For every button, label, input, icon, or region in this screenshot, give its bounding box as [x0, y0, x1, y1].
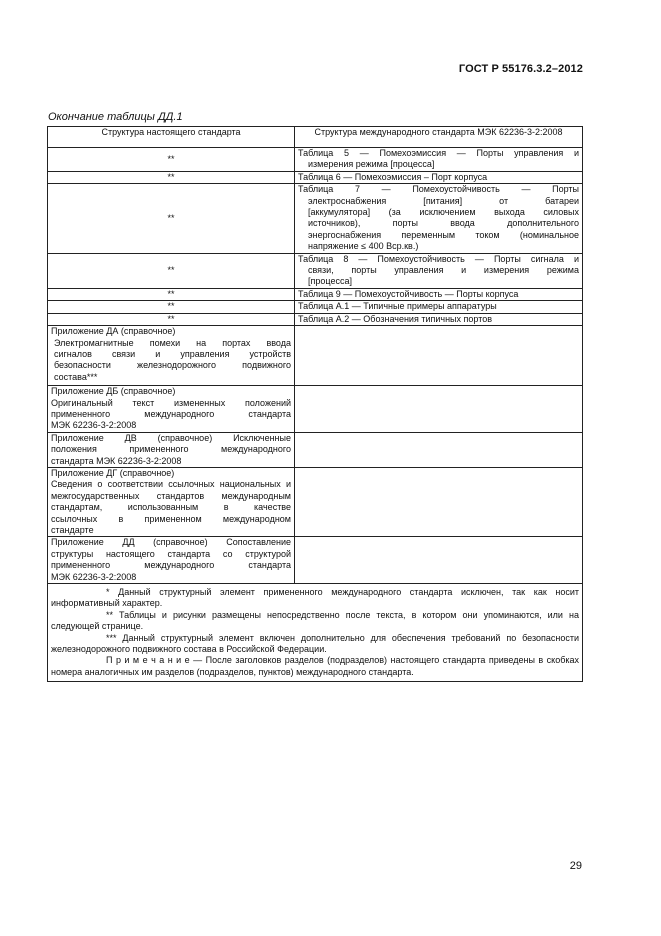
table-row [48, 253, 583, 288]
cell-line: связи, порты управления и измерения режима [308, 265, 579, 276]
cell-line: Приложение ДГ (справочное) [51, 467, 175, 478]
cell-line: Оригинальный текст измененных положений [51, 397, 291, 408]
empty-cell [295, 467, 583, 536]
row-left-cell: ** [48, 184, 295, 253]
page-number: 29 [569, 860, 582, 872]
cell-line: состава*** [54, 371, 98, 382]
cell-line: примененного международного стандарта [51, 560, 291, 571]
row-left-cell: ** [48, 253, 295, 288]
row-right-cell [295, 148, 583, 172]
table-row [48, 301, 583, 313]
row-left-cell: ** [48, 313, 295, 325]
cell-line: источников), порты ввода дополнительного [308, 218, 579, 229]
row-left-cell: ** [48, 288, 295, 300]
empty-cell [295, 386, 583, 433]
row-right-cell [295, 184, 583, 253]
cell-line: стандарта МЭК 62236-3-2:2008 [51, 455, 182, 466]
table-row [48, 148, 583, 172]
appendix-cell [48, 537, 295, 584]
cell-line: безопасности железнодорожного подвижного [54, 360, 291, 371]
table-row [48, 326, 583, 386]
table-row [48, 537, 583, 584]
cell-line: МЭК 62236-3-2:2008 [51, 420, 137, 431]
cell-line: Электромагнитные помехи на портах ввода [54, 337, 291, 348]
cell-line: напряжение ≤ 400 Вср.кв.) [308, 241, 419, 252]
cell-line: Таблица А.2 — Обозначения типичных портов [298, 313, 493, 324]
cell-line: Таблица А.1 — Типичные примеры аппаратуры [298, 301, 497, 312]
table-row [48, 386, 583, 433]
row-right-cell [295, 171, 583, 183]
cell-line: Приложение ДВ (справочное) Исключенные [51, 432, 291, 443]
row-right-cell [295, 288, 583, 300]
appendix-cell [48, 326, 295, 386]
header-cell-national: Структура настоящего стандарта [48, 127, 295, 148]
table-notes [48, 584, 583, 682]
cell-line: Приложение ДБ (справочное) [51, 386, 176, 397]
row-left-cell: ** [48, 148, 295, 172]
cell-line: МЭК 62236-3-2:2008 [51, 571, 137, 582]
cell-line: стандартам, использованным в качестве [51, 502, 291, 513]
row-right-cell [295, 253, 583, 288]
table-row [48, 171, 583, 183]
cell-line: структуры настоящего стандарта со структурой [51, 548, 291, 559]
appendix-cell [48, 386, 295, 433]
cell-line: [процесса] [308, 276, 352, 287]
cell-line: электроснабжения [питания] от батареи [308, 195, 579, 206]
cell-line: Таблица 8 — Помехоустойчивость — Порты сигнала и [298, 253, 579, 264]
comparison-table [47, 126, 583, 682]
table-header-row [48, 127, 583, 148]
note-1: * Данный структурный элемент примененного международного стандарта исключен, так как носит информативный характер. [51, 587, 579, 609]
cell-line: Приложение ДД (справочное) Сопоставление [51, 537, 291, 548]
cell-line: примененного международного стандарта [51, 408, 291, 419]
cell-line: измерения режима [процесса] [308, 159, 435, 170]
row-right-cell [295, 313, 583, 325]
table-caption: Окончание таблицы ДД.1 [48, 111, 183, 123]
cell-line: Таблица 7 — Помехоустойчивость — Порты [298, 184, 579, 195]
cell-line: положения примененного международного [51, 444, 291, 455]
row-right-cell [295, 301, 583, 313]
empty-cell [295, 537, 583, 584]
cell-line: Таблица 5 — Помехоэмиссия — Порты управления и [298, 148, 579, 158]
cell-line: Приложение ДА (справочное) [51, 326, 176, 337]
appendix-cell [48, 432, 295, 467]
note-remark: П р и м е ч а н и е — После заголовков разделов (подразделов) настоящего стандарта приведены в скобках номера аналогичных им разделов (подразделов, пунктов) международного стандарта. [51, 655, 579, 677]
note-2: ** Таблицы и рисунки размещены непосредственно после текста, в котором они упоминаются, или на следующей странице. [51, 609, 579, 632]
empty-cell [295, 432, 583, 467]
row-left-cell: ** [48, 301, 295, 313]
appendix-cell [48, 467, 295, 536]
empty-cell [295, 326, 583, 386]
cell-line: Таблица 9 — Помехоустойчивость — Порты корпуса [298, 288, 519, 299]
cell-line: Таблица 6 — Помехоэмиссия – Порт корпуса [298, 171, 488, 182]
cell-line: стандарте [51, 524, 94, 535]
document-header: ГОСТ Р 55176.3.2–2012 [458, 63, 583, 75]
row-left-cell: ** [48, 171, 295, 183]
cell-line: ссылочных в примененном международном [51, 513, 291, 524]
cell-line: энергоснабжения переменным током (номинальное [308, 229, 579, 240]
cell-line: межгосударственных стандартов международным [51, 490, 291, 501]
cell-line: Сведения о соответствии ссылочных национальных и [51, 479, 291, 490]
note-3: *** Данный структурный элемент включен дополнительно для обеспечения требований по безопасности железнодорожного подвижного состава в Российской Федерации. [51, 632, 579, 655]
table-row [48, 432, 583, 467]
cell-line: сигналов связи и управления устройств [54, 348, 291, 359]
table-row [48, 288, 583, 300]
table-row [48, 184, 583, 253]
header-cell-international: Структура международного стандарта МЭК 62236-3-2:2008 [295, 127, 583, 148]
cell-line: [аккумулятора] (за исключением выхода силовых [308, 207, 579, 218]
table-row [48, 467, 583, 536]
table-row [48, 313, 583, 325]
notes-row [48, 584, 583, 682]
